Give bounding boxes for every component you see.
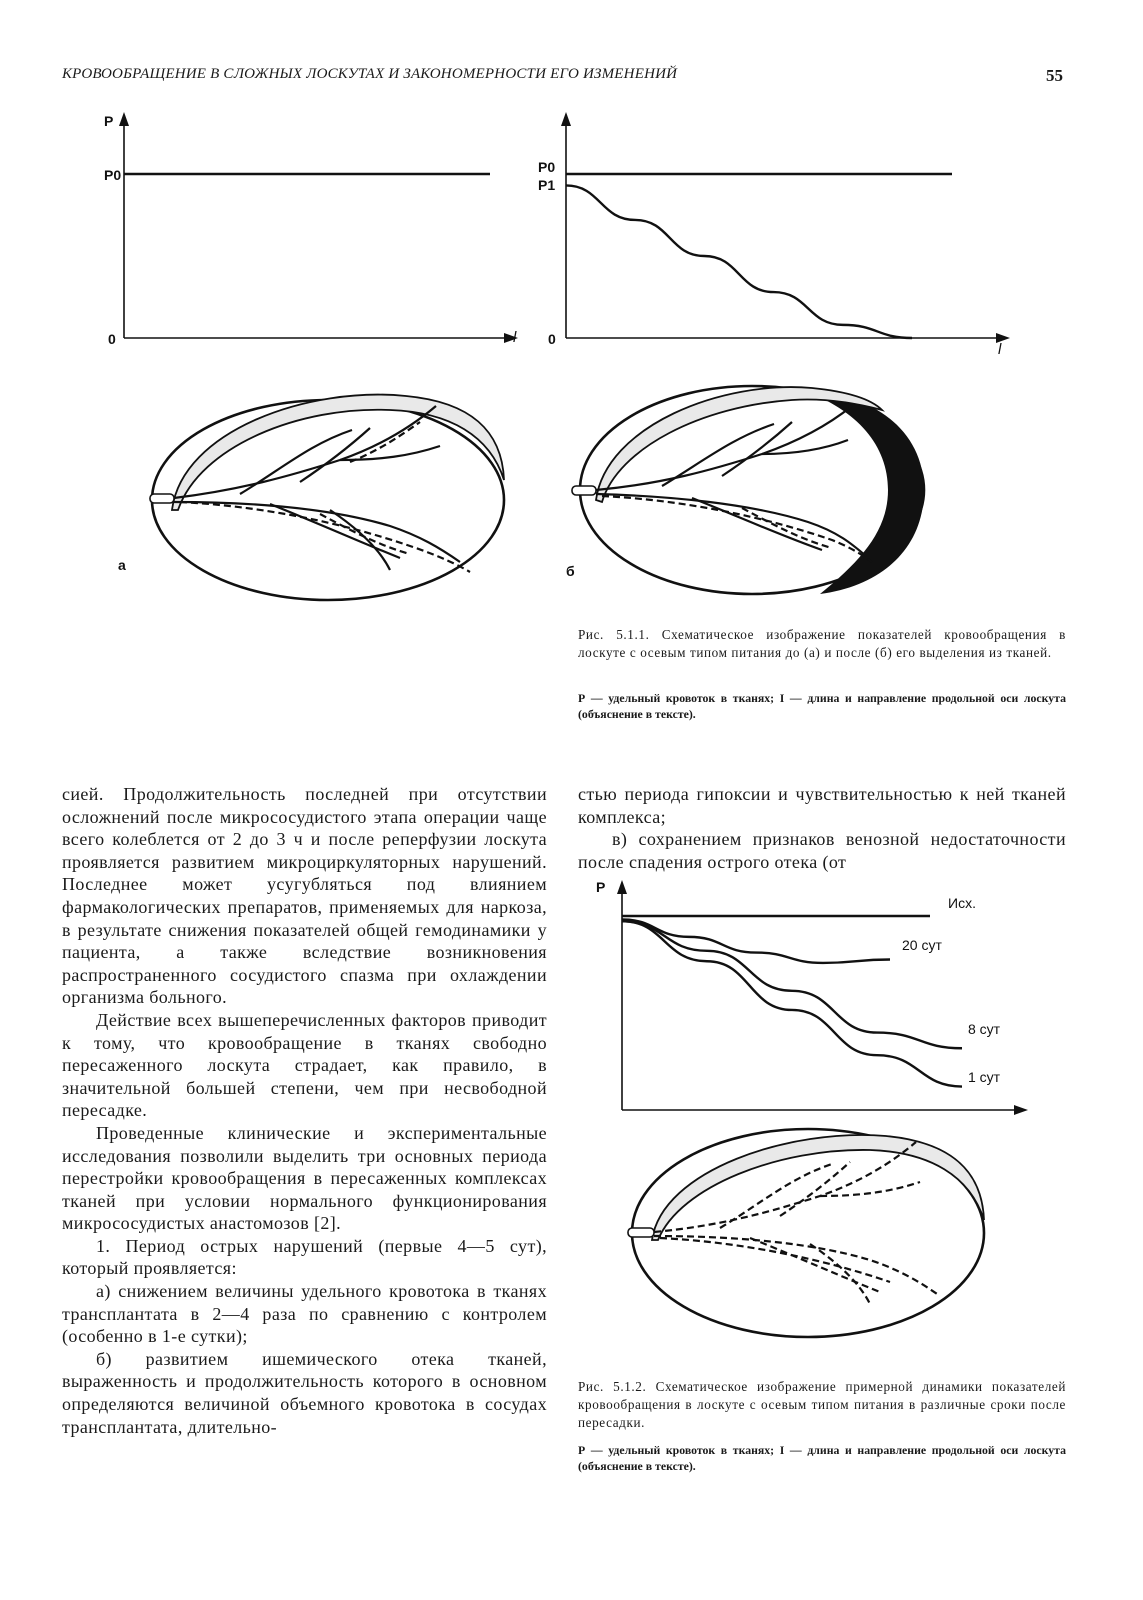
vascular-pedicle — [150, 494, 174, 503]
paragraph: б) развитием ишемического отека тканей, выраженность и продолжительность которого в основном определяются величиной объемного кровотока в сосудах трансплантата, длительно- — [62, 1348, 547, 1437]
y-axis-arrow — [119, 112, 129, 126]
running-header: КРОВООБРАЩЕНИЕ В СЛОЖНЫХ ЛОСКУТАХ И ЗАКОНОМЕРНОСТИ ЕГО ИЗМЕНЕНИЙ — [62, 66, 678, 82]
label-20-days: 20 сут — [902, 937, 942, 953]
figure-2-caption: Рис. 5.1.2. Схематическое изображение примерной динамики показателей кровообращения в лоскуте с осевым типом питания в различные сроки после пересадки. — [578, 1379, 1066, 1430]
p0-label: P0 — [104, 167, 122, 183]
figure-1-legend: Р — удельный кровоток в тканях; I — длина и направление продольной оси лоскута (объяснение в тексте). — [578, 691, 1066, 721]
right-text-column — [578, 783, 1066, 873]
p1-label: P1 — [538, 177, 556, 193]
paragraph: 1. Период острых нарушений (первые 4—5 сут), который проявляется: — [62, 1235, 547, 1279]
paragraph: стью периода гипоксии и чувствительностью к ней тканей комплекса; — [578, 784, 1066, 827]
x-axis-label: l — [998, 341, 1002, 358]
y-axis-arrow — [561, 112, 571, 126]
x-axis-arrow — [1014, 1105, 1028, 1115]
label-1-day: 1 сут — [968, 1069, 1001, 1085]
panel-letter-a: а — [118, 557, 126, 573]
panel-letter-b: б — [566, 563, 575, 579]
figure-2 — [590, 880, 1070, 1350]
curve-20-days — [622, 919, 890, 963]
label-baseline: Исх. — [948, 895, 976, 911]
y-axis-label: P — [596, 879, 606, 895]
flap-illustration — [628, 1129, 984, 1337]
flap-illustration — [572, 386, 924, 594]
page-number: 55 — [1046, 66, 1063, 85]
paragraph: в) сохранением признаков венозной недостаточности после спадения острого отека (от — [578, 829, 1066, 872]
vascular-pedicle — [572, 486, 596, 495]
label-8-days: 8 сут — [968, 1021, 1001, 1037]
y-axis-arrow — [617, 880, 627, 894]
p0-label: P0 — [538, 159, 556, 175]
origin-label: 0 — [108, 331, 116, 347]
figure-1-panel-a — [90, 110, 540, 610]
p1-decline-curve — [566, 185, 912, 338]
y-axis-label: P — [104, 113, 114, 129]
left-text-column — [62, 783, 547, 1438]
paragraph: а) снижением величины удельного кровотока в тканях трансплантата в 2—4 раза по сравнению с контролем (особенно в 1-е сутки); — [62, 1281, 547, 1347]
paragraph: Проведенные клинические и экспериментальные исследования позволили выделить три основных периода перестройки кровообращения в пересаженных комплексах тканей при условии нормального функционирования микрососудистых анастомозов [2]. — [62, 1122, 547, 1234]
paragraph: сией. Продолжительность последней при отсутствии осложнений после микрососудистого этапа операции чаще всего колеблется от 2 до 3 ч и после реперфузии лоскута проявляется развитием микроциркуляторных нарушений. Последнее может усугубляться под влиянием фармакологических препаратов, применяемых для наркоза, в результате снижения показателей общей гемодинамики у пациента, а также вследствие возникновения распространенного сосудистого спазма при охлаждении организма больного. — [62, 784, 547, 1008]
flap-illustration — [150, 395, 504, 600]
x-axis-label: l — [513, 329, 517, 346]
figure-2-legend: Р — удельный кровоток в тканях; I — длина и направление продольной оси лоскута (объяснение в тексте). — [578, 1443, 1066, 1473]
vascular-pedicle — [628, 1228, 654, 1237]
paragraph: Действие всех вышеперечисленных факторов приводит к тому, что кровообращение в тканях свободно пересаженного лоскута страдает, как правило, в значительной большей степени, чем при несвободной пересадке. — [62, 1009, 547, 1121]
figure-1-caption: Рис. 5.1.1. Схематическое изображение показателей кровообращения в лоскуте с осевым типом питания до (а) и после (б) его выделения из тканей. — [578, 627, 1066, 660]
figure-1-panel-b — [538, 110, 1072, 610]
origin-label: 0 — [548, 331, 556, 347]
